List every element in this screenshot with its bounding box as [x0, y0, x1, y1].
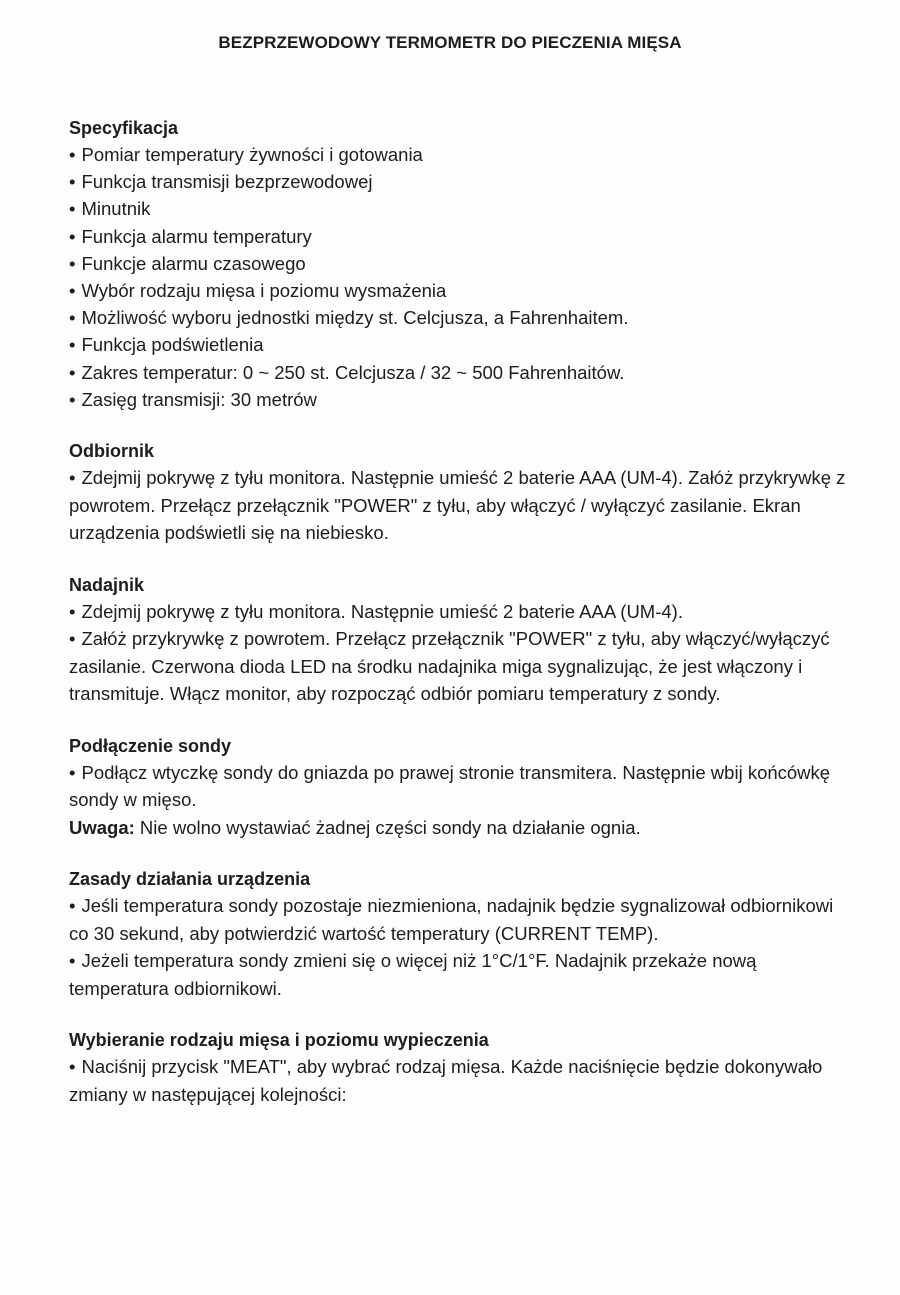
bullet-icon: •	[69, 361, 76, 383]
bullet-icon: •	[69, 334, 76, 356]
bullet-icon: •	[69, 628, 76, 650]
list-item	[69, 223, 849, 250]
list-item	[69, 386, 849, 413]
list-item	[69, 947, 849, 1002]
bullet-icon: •	[69, 895, 76, 917]
section-heading: Specyfikacja	[69, 118, 179, 138]
bullet-icon: •	[69, 467, 76, 489]
list-item-text: Załóż przykrywkę z powrotem. Przełącz przełącznik "POWER" z tyłu, aby włączyć/wyłączyć zasilanie. Czerwona dioda LED na środku nadajnika miga sygnalizując, że jest włączony i transmituje. Włącz monitor, aby rozpocząć odbiór pomiaru temperatury z sondy.	[69, 628, 830, 705]
list-item-text: Zdejmij pokrywę z tyłu monitora. Następnie umieść 2 baterie AAA (UM-4).	[81, 600, 683, 622]
paragraph-text: Naciśnij przycisk "MEAT", aby wybrać rodzaj mięsa. Każde naciśnięcie będzie dokonywało zmiany w następującej kolejności:	[69, 1056, 823, 1105]
list-item-text: Zasięg transmisji: 30 metrów	[81, 388, 317, 410]
paragraph	[69, 1053, 849, 1108]
section-nadajnik	[69, 572, 849, 708]
list-item-text: Pomiar temperatury żywności i gotowania	[81, 144, 423, 165]
document-title: BEZPRZEWODOWY TERMOMETR DO PIECZENIA MIĘSA	[218, 33, 682, 52]
list-item	[69, 304, 849, 331]
list-item	[69, 195, 849, 222]
bullet-icon: •	[69, 1056, 76, 1078]
section-heading: Odbiornik	[69, 441, 154, 462]
paragraph	[69, 759, 849, 814]
section-heading: Wybieranie rodzaju mięsa i poziomu wypieczenia	[69, 1030, 489, 1051]
document-content	[69, 115, 849, 1133]
section-heading: Podłączenie sondy	[69, 735, 232, 756]
bullet-icon: •	[69, 761, 76, 783]
bullet-icon: •	[69, 600, 76, 622]
section-zasady-dzialania	[69, 866, 849, 1002]
section-wybieranie-miesa	[69, 1027, 849, 1108]
note-text: Nie wolno wystawiać żadnej części sondy na działanie ognia.	[134, 816, 641, 838]
list-item	[69, 331, 849, 358]
paragraph-text: Zdejmij pokrywę z tyłu monitora. Następnie umieść 2 baterie AAA (UM-4). Załóż przykrywkę z powrotem. Przełącz przełącznik "POWER" z tyłu, aby włączyć / wyłączyć zasilanie. Ekran urządzenia podświetli się na niebiesko.	[69, 467, 846, 544]
list-item-text: Zakres temperatur: 0 ~ 250 st. Celcjusza / 32 ~ 500 Fahrenhaitów.	[81, 361, 625, 383]
bullet-icon: •	[69, 225, 76, 247]
section-heading: Zasady działania urządzenia	[69, 869, 311, 890]
list-item	[69, 168, 849, 195]
paragraph-text: Podłącz wtyczkę sondy do gniazda po prawej stronie transmitera. Następnie wbij końcówkę sondy w mięso.	[69, 761, 831, 811]
list-item-text: Minutnik	[81, 198, 151, 220]
section-specyfikacja	[69, 115, 849, 413]
section-heading: Nadajnik	[69, 574, 145, 595]
list-item-text: Funkcje alarmu czasowego	[81, 252, 306, 274]
bullet-icon: •	[69, 950, 76, 972]
note	[69, 814, 849, 842]
list-item	[69, 277, 849, 304]
bullet-icon: •	[69, 388, 76, 410]
bullet-icon: •	[69, 144, 76, 165]
list-item	[69, 141, 849, 168]
list-item-text: Możliwość wyboru jednostki między st. Celcjusza, a Fahrenhaitem.	[81, 307, 629, 329]
bullet-icon: •	[69, 198, 76, 220]
paragraph	[69, 464, 849, 547]
list-item-text: Jeśli temperatura sondy pozostaje niezmieniona, nadajnik będzie sygnalizował odbiornikowi co 30 sekund, aby potwierdzić wartość temperatury (CURRENT TEMP).	[69, 895, 834, 944]
note-label: Uwaga:	[69, 816, 135, 838]
list-item-text: Funkcja podświetlenia	[81, 334, 264, 356]
list-item-text: Funkcja transmisji bezprzewodowej	[81, 171, 373, 193]
list-item	[69, 250, 849, 277]
list-item	[69, 598, 849, 626]
list-item-text: Wybór rodzaju mięsa i poziomu wysmażenia	[81, 280, 447, 302]
list-item	[69, 892, 849, 947]
list-item	[69, 359, 849, 386]
list-item	[69, 625, 849, 708]
bullet-icon: •	[69, 307, 76, 329]
section-podlaczenie-sondy	[69, 733, 849, 842]
bullet-icon: •	[69, 171, 76, 193]
bullet-icon: •	[69, 252, 76, 274]
section-odbiornik	[69, 438, 849, 547]
list-item-text: Funkcja alarmu temperatury	[81, 225, 312, 247]
list-item-text: Jeżeli temperatura sondy zmieni się o więcej niż 1°C/1°F. Nadajnik przekaże nową temperatura odbiornikowi.	[69, 950, 757, 999]
bullet-icon: •	[69, 280, 76, 302]
